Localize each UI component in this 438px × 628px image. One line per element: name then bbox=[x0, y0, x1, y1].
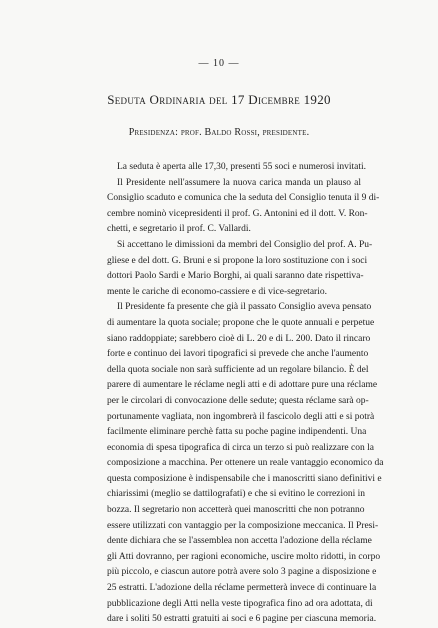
text-line: dare i soliti 50 estratti gratuiti ai soci e 6 pagine per ciascuna memoria. bbox=[107, 614, 377, 625]
presidency-line: Presidenza: prof. Baldo Rossi, presidente. bbox=[128, 127, 310, 138]
text-line: di aumentare la quota sociale; propone che le quote annuali e perpetue bbox=[107, 317, 375, 328]
text-line: composizione a macchina. Per ottenere un reale vantaggio economico da bbox=[107, 458, 384, 469]
page-number: — 10 — bbox=[198, 58, 240, 69]
text-line: cembre nominò vicepresidenti il prof. G. Antonini ed il dott. V. Ron- bbox=[107, 208, 368, 219]
text-line: mente le cariche di economo-cassiere e di vice-segretario. bbox=[107, 286, 327, 297]
text-line: portunamente vagliata, non ingombrerà il fascicolo degli atti e si potrà bbox=[107, 411, 375, 422]
text-line: bozza. Il segretario non accetterà quei manoscritti che non potranno bbox=[107, 505, 365, 516]
text-line: Si accettano le dimissioni da membri del Consiglio del prof. A. Pu- bbox=[117, 239, 373, 250]
text-line: Il Presidente nell'assumere la nuova carica manda un plauso al bbox=[117, 177, 361, 188]
text-line: Consiglio scaduto e comunica che la seduta del Consiglio tenuta il 9 di- bbox=[107, 193, 380, 204]
text-line: forte e continuo dei lavori tipografici si prevede che anche l'aumento bbox=[107, 349, 369, 360]
session-title: Seduta Ordinaria del 17 Dicembre 1920 bbox=[107, 92, 331, 107]
minutes-body bbox=[107, 160, 384, 628]
text-line: più piccolo, e ciascun autore potrà avere solo 3 pagine a disposizione e bbox=[107, 567, 377, 578]
text-line: La seduta è aperta alle 17,30, presenti 55 soci e numerosi invitati. bbox=[117, 162, 367, 172]
text-line: facilmente eliminare perchè fatta su poche pagine indipendenti. Una bbox=[107, 427, 367, 438]
text-line: per le circolari di convocazione delle sedute; questa réclame sarà op- bbox=[107, 395, 369, 406]
text-line: chetti, e segretario il prof. C. Vallardi. bbox=[107, 224, 251, 235]
text-line: gliese e del dott. G. Bruni e si propone la loro sostituzione con i soci bbox=[107, 255, 368, 266]
text-line: essere utilizzati con vantaggio per la composizione meccanica. Il Presi- bbox=[107, 520, 379, 531]
text-line: economia di spesa tipografica di circa un terzo si può realizzare con la bbox=[107, 442, 374, 453]
text-line: 25 estratti. L'adozione della réclame permetterà invece di continuare la bbox=[107, 583, 377, 594]
text-line: gli Atti dovranno, per ragioni economiche, uscire molto ridotti, in corpo bbox=[107, 551, 381, 562]
text-line: siano raddoppiate; sarebbero cioè di L. 20 e di L. 200. Dato il rincaro bbox=[107, 333, 371, 344]
text-line: parere di aumentare le réclame negli atti e di adottare pure una réclame bbox=[107, 380, 378, 391]
text-line: Il Presidente fa presente che già il passato Consiglio aveva pensato bbox=[117, 302, 372, 313]
text-line: questa composizione è indispensabile che i manoscritti siano definitivi e bbox=[107, 473, 382, 484]
text-line: chiarissimi (meglio se dattilografati) e che si evitino le correzioni in bbox=[107, 489, 365, 500]
text-line: pubblicazione degli Atti nella veste tipografica fino ad ora adottata, di bbox=[107, 598, 373, 609]
text-line: della quota sociale non sarà sufficiente ad un regolare bilancio. È del bbox=[107, 364, 369, 375]
text-line: dottori Paolo Sardi e Mario Borghi, ai quali saranno date rispettiva- bbox=[107, 271, 364, 282]
text-line: dente dichiara che se l'assemblea non accetta l'adozione della réclame bbox=[107, 536, 372, 547]
